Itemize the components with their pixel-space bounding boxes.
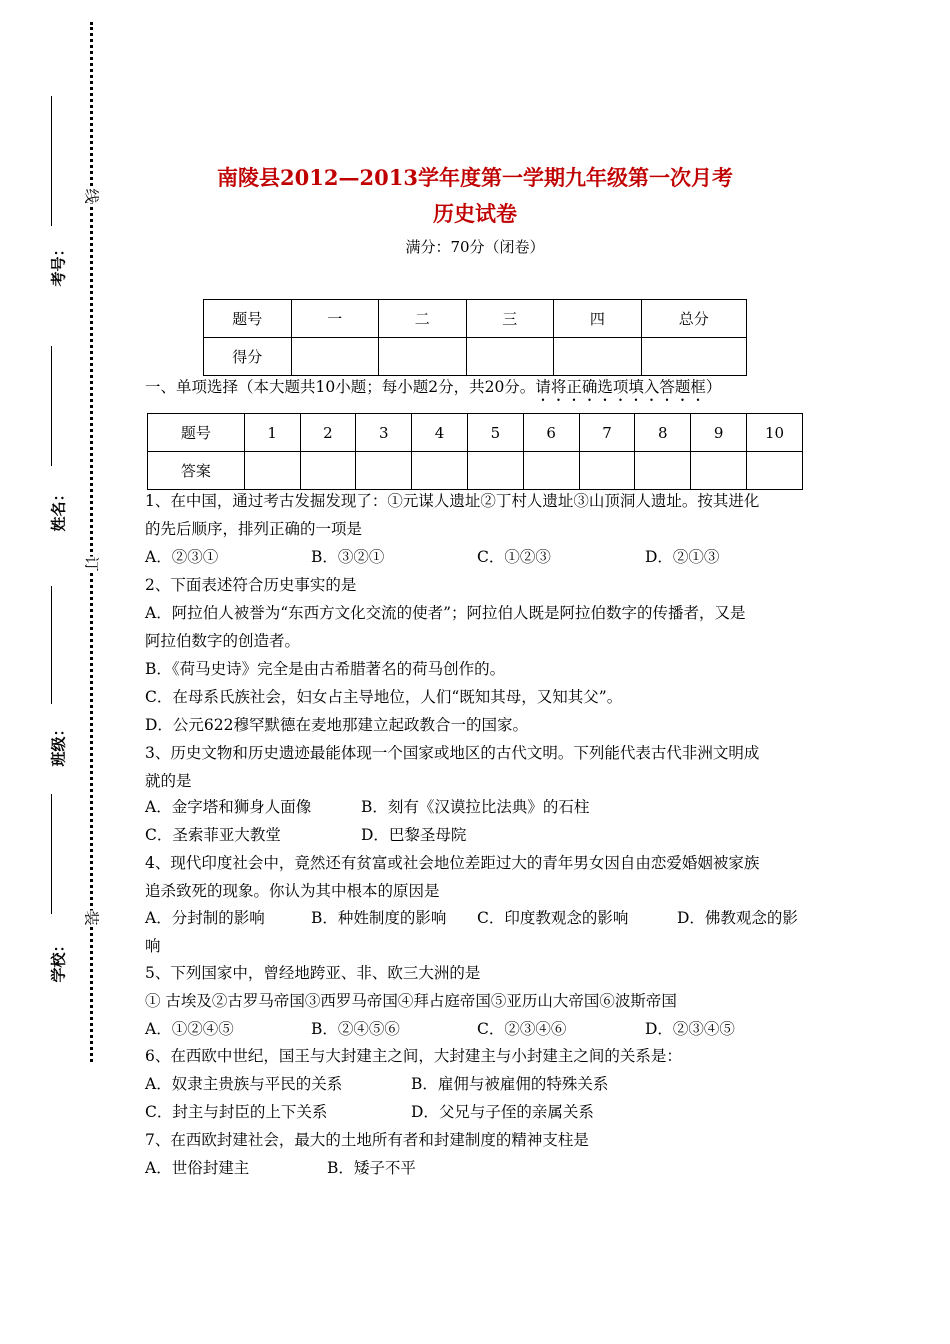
q2-option-b: B．《荷马史诗》完全是由古希腊著名的荷马创作的。 bbox=[145, 660, 506, 678]
school-field[interactable] bbox=[14, 794, 74, 984]
class-label: 班级： bbox=[49, 721, 68, 767]
answer-input-cell[interactable] bbox=[579, 452, 635, 490]
q3-stem-line1: 3、历史文物和历史遗迹最能体现一个国家或地区的古代文明。下列能代表古代非洲文明成 bbox=[145, 744, 760, 762]
q5-option-c: C．②③④⑥ bbox=[477, 1020, 567, 1038]
question-number-cell: 10 bbox=[747, 414, 803, 452]
table-row bbox=[148, 414, 803, 452]
answer-input-cell[interactable] bbox=[691, 452, 747, 490]
name-blank[interactable] bbox=[51, 346, 52, 466]
score-header-cell: 二 bbox=[379, 300, 467, 338]
question-number-cell: 9 bbox=[691, 414, 747, 452]
q5-option-a: A．①②④⑤ bbox=[145, 1020, 234, 1038]
question-number-cell: 1 bbox=[244, 414, 300, 452]
answer-input-cell[interactable] bbox=[356, 452, 412, 490]
q3-option-c: C．圣索菲亚大教堂 bbox=[145, 826, 281, 844]
answer-input-cell[interactable] bbox=[467, 452, 523, 490]
q5-option-b: B．②④⑤⑥ bbox=[311, 1020, 400, 1038]
q3-stem-line2: 就的是 bbox=[145, 772, 192, 790]
q6-option-c: C．封主与封臣的上下关系 bbox=[145, 1103, 328, 1121]
score-header-cell: 题号 bbox=[204, 300, 292, 338]
score-input-cell[interactable] bbox=[641, 338, 746, 376]
question-number-cell: 4 bbox=[412, 414, 468, 452]
q1-option-b: B．③②① bbox=[311, 548, 385, 566]
score-input-cell[interactable] bbox=[379, 338, 467, 376]
school-blank[interactable] bbox=[51, 794, 52, 914]
answer-row-label: 答案 bbox=[148, 452, 245, 490]
question-number-cell: 8 bbox=[635, 414, 691, 452]
question-number-cell: 7 bbox=[579, 414, 635, 452]
q4-stem-line2: 追杀致死的现象。你认为其中根本的原因是 bbox=[145, 882, 440, 900]
exam-subject: 历史试卷 bbox=[433, 201, 517, 226]
q4-stem-line1: 4、现代印度社会中，竟然还有贫富或社会地位差距过大的青年男女因自由恋爱婚姻被家族 bbox=[145, 854, 760, 872]
answer-table bbox=[147, 413, 803, 490]
q6-option-d: D．父兄与子侄的亲属关系 bbox=[411, 1103, 594, 1121]
score-input-cell[interactable] bbox=[466, 338, 554, 376]
full-score: 满分：70分（闭卷） bbox=[405, 238, 545, 256]
q6-option-a: A．奴隶主贵族与平民的关系 bbox=[145, 1075, 343, 1093]
answer-input-cell[interactable] bbox=[635, 452, 691, 490]
section-heading-end: ） bbox=[705, 378, 722, 396]
q2-option-a-line1: A．阿拉伯人被誉为“东西方文化交流的使者”；阿拉伯人既是阿拉伯数字的传播者，又是 bbox=[145, 604, 746, 622]
q4-option-a: A．分封制的影响 bbox=[145, 909, 265, 927]
q1-stem-line1: 1、在中国，通过考古发掘发现了：①元谋人遗址②丁村人遗址③山顶洞人遗址。按其进化 bbox=[145, 492, 760, 510]
class-blank[interactable] bbox=[51, 586, 52, 704]
section-heading-emphasis: 请将正确选项填入答题框 bbox=[535, 378, 706, 396]
q1-option-a: A．②③① bbox=[145, 548, 219, 566]
q5-stem: 5、下列国家中，曾经地跨亚、非、欧三大洲的是 bbox=[145, 964, 481, 982]
section-heading bbox=[145, 377, 721, 405]
score-header-cell: 三 bbox=[466, 300, 554, 338]
score-input-cell[interactable] bbox=[554, 338, 642, 376]
q7-option-b: B．矮子不平 bbox=[327, 1159, 416, 1177]
question-number-cell: 5 bbox=[467, 414, 523, 452]
q6-stem: 6、在西欧中世纪，国王与大封建主之间，大封建主与小封建主之间的关系是： bbox=[145, 1047, 682, 1065]
class-field[interactable] bbox=[14, 586, 74, 786]
name-field[interactable] bbox=[14, 346, 74, 546]
name-label: 姓名： bbox=[49, 486, 68, 532]
q3-option-b: B．刻有《汉谟拉比法典》的石柱 bbox=[361, 798, 590, 816]
q3-option-d: D．巴黎圣母院 bbox=[361, 826, 467, 844]
q4-option-d-wrap: 响 bbox=[145, 937, 161, 955]
score-header-cell: 总分 bbox=[641, 300, 746, 338]
question-number-cell: 3 bbox=[356, 414, 412, 452]
school-label: 学校： bbox=[49, 937, 68, 983]
margin-mark-xian: 线 bbox=[82, 188, 101, 204]
q3-option-a: A．金字塔和狮身人面像 bbox=[145, 798, 312, 816]
section-heading-main: 一、单项选择（本大题共10小题；每小题2分，共20分。 bbox=[145, 378, 536, 396]
exam-number-label: 考号： bbox=[49, 241, 68, 287]
q5-option-d: D．②③④⑤ bbox=[645, 1020, 735, 1038]
answer-input-cell[interactable] bbox=[300, 452, 356, 490]
exam-title: 南陵县2012—2013学年度第一学期九年级第一次月考 bbox=[217, 165, 733, 190]
margin-mark-zhuang: 装 bbox=[82, 910, 101, 926]
question-number-cell: 2 bbox=[300, 414, 356, 452]
q1-option-d: D．②①③ bbox=[645, 548, 720, 566]
q2-stem: 2、下面表述符合历史事实的是 bbox=[145, 576, 357, 594]
q7-stem: 7、在西欧封建社会，最大的土地所有者和封建制度的精神支柱是 bbox=[145, 1131, 589, 1149]
q7-option-a: A．世俗封建主 bbox=[145, 1159, 250, 1177]
q2-option-c: C．在母系氏族社会，妇女占主导地位，人们“既知其母，又知其父”。 bbox=[145, 688, 623, 706]
q4-option-d: D．佛教观念的影 bbox=[677, 909, 798, 927]
question-number-cell: 6 bbox=[523, 414, 579, 452]
score-row-label: 得分 bbox=[204, 338, 292, 376]
q6-option-b: B．雇佣与被雇佣的特殊关系 bbox=[411, 1075, 609, 1093]
margin-mark-ding: 订 bbox=[82, 556, 101, 572]
score-input-cell[interactable] bbox=[291, 338, 379, 376]
table-row bbox=[204, 338, 747, 376]
q1-option-c: C．①②③ bbox=[477, 548, 551, 566]
answer-input-cell[interactable] bbox=[412, 452, 468, 490]
answer-header-label: 题号 bbox=[148, 414, 245, 452]
q1-stem-line2: 的先后顺序，排列正确的一项是 bbox=[145, 520, 363, 538]
answer-input-cell[interactable] bbox=[523, 452, 579, 490]
score-header-cell: 一 bbox=[291, 300, 379, 338]
q2-option-a-line2: 阿拉伯数字的创造者。 bbox=[145, 632, 301, 650]
answer-input-cell[interactable] bbox=[747, 452, 803, 490]
q2-option-d: D．公元622穆罕默德在麦地那建立起政教合一的国家。 bbox=[145, 716, 529, 734]
q5-items: ① 古埃及②古罗马帝国③西罗马帝国④拜占庭帝国⑤亚历山大帝国⑥波斯帝国 bbox=[145, 992, 677, 1010]
q4-option-b: B．种姓制度的影响 bbox=[311, 909, 447, 927]
score-table bbox=[203, 299, 747, 376]
answer-input-cell[interactable] bbox=[244, 452, 300, 490]
score-header-cell: 四 bbox=[554, 300, 642, 338]
table-row bbox=[148, 452, 803, 490]
table-row bbox=[204, 300, 747, 338]
q4-option-c: C．印度教观念的影响 bbox=[477, 909, 629, 927]
